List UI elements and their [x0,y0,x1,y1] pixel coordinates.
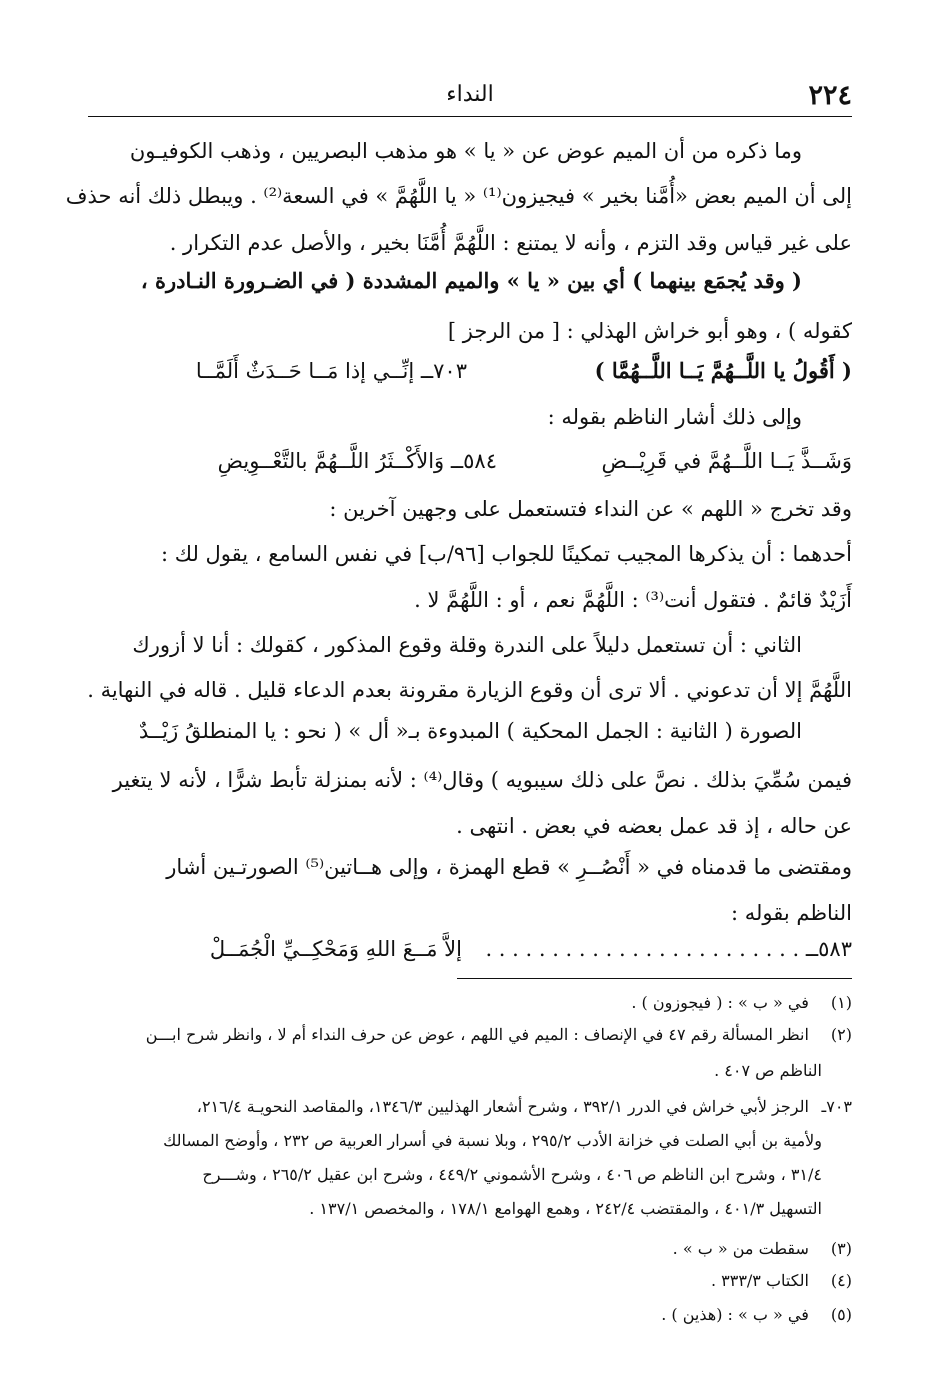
footnote-divider [457,978,852,979]
footnote-number: ٧٠٣ـ [821,1097,852,1116]
body-line: أحدهما : أن يذكرها المجيب تمكينًا للجواب [٩٦/ب] في نفس السامع ، يقول لك : [161,542,852,566]
verse-583-first-hemistich: ٥٨٣ــ . . . . . . . . . . . . . . . . . . . . . . . . [485,937,852,961]
footnote [80,1236,852,1262]
verse-583-second-hemistich: إلاَّ مَــعَ اللهِ وَمَحْكِــيِّ الْجُمَــلْ [209,937,462,961]
body-line: وإلى ذلك أشار الناظم بقوله : [547,405,802,429]
footnote-number: (٤) [830,1271,852,1290]
page-header [88,78,852,114]
body-line: اللَّهُمَّ إلا أن تدعوني . ألا ترى أن وقوع الزيارة مقرونة بعدم الدعاء قليل . قاله في النهاية . [87,678,852,702]
chapter-title: النداء [446,82,494,107]
footnote-text: انظر المسألة رقم ٤٧ في الإنصاف : الميم في اللهم ، عوض عن حرف النداء أم لا ، وانظر شرح ابـــن [145,1025,809,1044]
footnote-text: الرجز لأبي خراش في الدرر ٣٩٢/١ ، وشرح أشعار الهذليين ١٣٤٦/٣، والمقاصد النحويـة ٢١٦/٤، [196,1097,809,1116]
footnote-continuation: التسهيل ٤٠١/٣ ، والمقتضب ٢٤٢/٤ ، وهمع الهوامع ١٧٨/١ ، والمخصص ١٣٧/١ . [309,1199,822,1218]
body-line: وقد تخرج « اللهم » عن النداء فتستعمل على وجهين آخرين : [329,497,852,521]
body-line: كقوله ) ، وهو أبو خراش الهذلي : [ من الرجز ] [447,319,852,343]
footnote-continuation: الناظم ص ٤٠٧ . [714,1061,822,1080]
body-line: إلى أن الميم بعض «أُمَّنا بخير » فيجيزون⁽¹⁾ « يا اللَّهُمَّ » في السعة⁽²⁾ . ويبطل ذلك أنه حذف [65,184,852,208]
body-line: عن حاله ، إذ قد عمل بعضه في بعض . انتهى . [456,814,852,838]
footnote-number: (١) [830,993,852,1012]
footnote-text: سقطت من « ب » . [672,1239,809,1258]
body-line: أَزَيْدٌ قائمٌ . فتقول أنت⁽³⁾ : اللَّهُمَّ نعم ، أو : اللَّهُمَّ لا . [414,588,852,612]
footnote [80,1302,852,1328]
header-divider [88,116,852,117]
verse-584-first-hemistich: ٥٨٤ــ وَالأَكْــثَرُ اللَّــهُمَّ بالتَّعْــوِيضِ [217,449,497,473]
footnote-number: (٥) [830,1305,852,1324]
body-line: ( وقد يُجمَع بينهما ) أي بين « يا » والميم المشددة ( في الضـرورة النـادرة ، [140,268,802,293]
footnote [80,1022,852,1048]
page-number: ٢٢٤ [808,80,852,111]
verse-584-second-hemistich: وَشَــذَّ يَــا اللَّــهُمَّ في قَرِيْــضِ [601,449,852,473]
footnote-continuation: ٣١/٤ ، وشرح ابن الناظم ص ٤٠٦ ، وشرح الأشموني ٤٤٩/٢ ، وشرح ابن عقيل ٢٦٥/٢ ، وشـــرح [202,1165,822,1184]
footnote [80,990,852,1016]
body-line: ومقتضى ما قدمناه في « أَنْصُــرِ » قطع الهمزة ، وإلى هــاتين⁽⁵⁾ الصورتـين أشار [166,855,852,879]
body-line: الناظم بقوله : [730,901,852,925]
body-line: فيمن سُمِّيَ بذلك . نصَّ على ذلك سيبويه ) وقال⁽⁴⁾ : لأنه بمنزلة تأبط شرًّا ، لأنه لا يتغير [112,768,852,792]
verse-703-first-hemistich: ٧٠٣ــ إنِّــي إذا مَــا حَــدَثٌ أَلَمَّــا [195,359,467,383]
body-line: على غير قياس وقد التزم ، وأنه لا يمتنع : اللَّهُمَّ أُمَّنَا بخير ، والأصل عدم التكرار . [169,231,852,255]
footnote [80,1094,852,1120]
footnote-number: (٣) [830,1239,852,1258]
body-line: الصورة ( الثانية : الجمل المحكية ) المبدوءة بـ« أل » ( نحو : يا المنطلقُ زَيْــدٌ [138,719,802,743]
footnote-text: الكتاب ٣٣٣/٣ . [710,1271,809,1290]
verse-703-second-hemistich: ( أَقُولُ يا اللَّــهُمَّ يَــا اللَّــهُمَّا ) [594,358,852,383]
footnote-number: (٢) [830,1025,852,1044]
footnote [80,1268,852,1294]
footnote-text: في « ب » : (هذين ) . [661,1305,809,1324]
footnote-text: في « ب » : ( فيجوزون ) . [631,993,809,1012]
body-line: وما ذكره من أن الميم عوض عن « يا » هو مذهب البصريين ، وذهب الكوفيـون [129,139,802,163]
body-line: الثاني : أن تستعمل دليلاً على الندرة وقلة وقوع المذكور ، كقولك : أنا لا أزورك [132,633,802,657]
footnote-continuation: ولأمية بن أبي الصلت في خزانة الأدب ٢٩٥/٢ ، وبلا نسبة في أسرار العربية ص ٢٣٢ ، وأوضح المسالك [163,1131,822,1150]
